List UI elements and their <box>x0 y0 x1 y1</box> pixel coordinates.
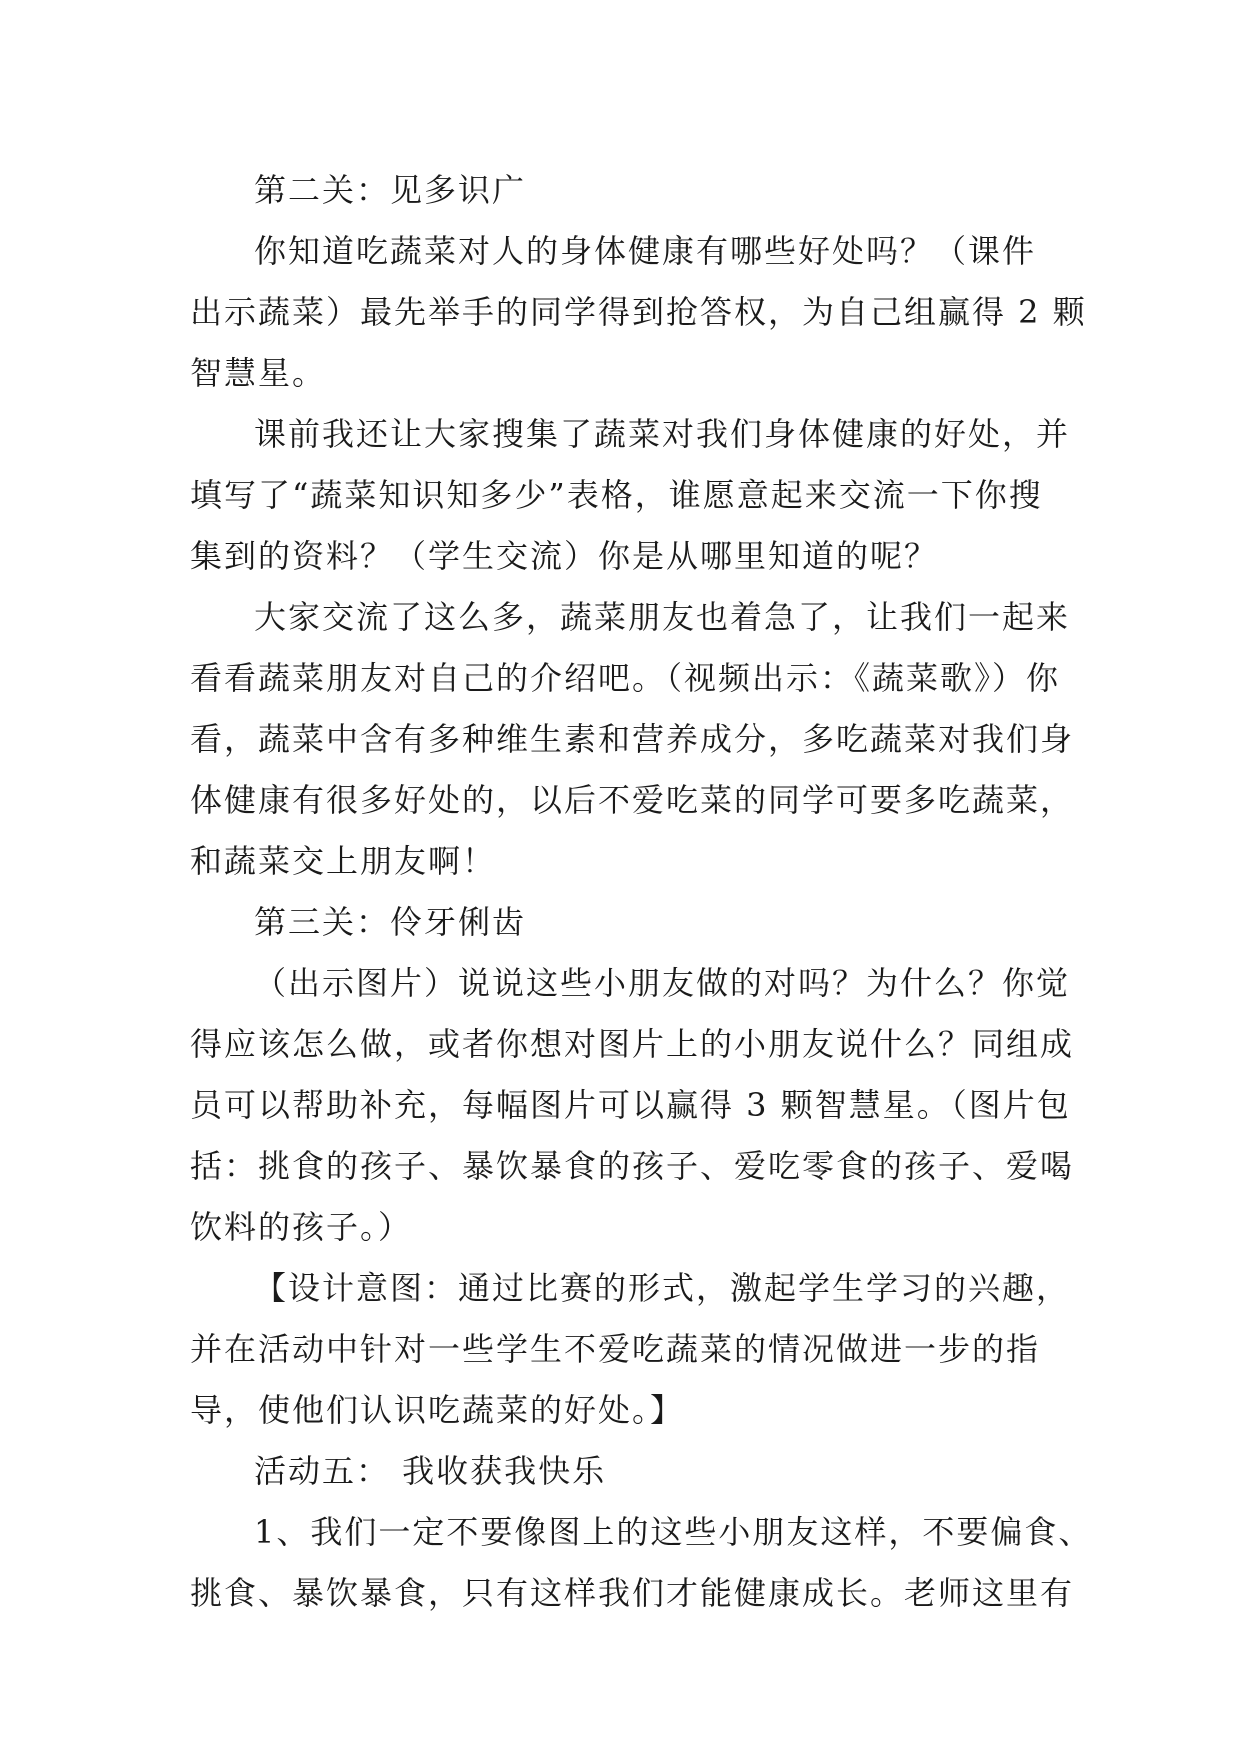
design-intent-line: 【设计意图：通过比赛的形式，激起学生学习的兴趣， <box>254 1269 1071 1307</box>
paragraph-line: 智慧星。 <box>190 354 327 392</box>
paragraph-line: 你知道吃蔬菜对人的身体健康有哪些好处吗？（课件 <box>254 232 1037 270</box>
paragraph-line: 括：挑食的孩子、暴饮暴食的孩子、爱吃零食的孩子、爱喝 <box>190 1147 1075 1185</box>
paragraph-line: 课前我还让大家搜集了蔬菜对我们身体健康的好处，并 <box>254 415 1071 453</box>
paragraph-line: 得应该怎么做，或者你想对图片上的小朋友说什么？同组成 <box>190 1025 1075 1063</box>
paragraph-line: 出示蔬菜）最先举手的同学得到抢答权，为自己组赢得 2 颗 <box>190 293 1087 331</box>
design-intent-line: 并在活动中针对一些学生不爱吃蔬菜的情况做进一步的指 <box>190 1330 1041 1368</box>
paragraph-line: 挑食、暴饮暴食，只有这样我们才能健康成长。老师这里有 <box>190 1574 1075 1612</box>
paragraph-line: 看看蔬菜朋友对自己的介绍吧。（视频出示：《蔬菜歌》）你 <box>190 659 1061 697</box>
paragraph-line: 大家交流了这么多，蔬菜朋友也着急了，让我们一起来 <box>254 598 1071 636</box>
section-heading-level-three: 第三关：伶牙俐齿 <box>254 903 527 941</box>
paragraph-line: 填写了“蔬菜知识知多少”表格，谁愿意起来交流一下你搜 <box>190 476 1043 514</box>
paragraph-line: 员可以帮助补充，每幅图片可以赢得 3 颗智慧星。（图片包 <box>190 1086 1071 1124</box>
paragraph-line: （出示图片）说说这些小朋友做的对吗？为什么？你觉 <box>254 964 1071 1002</box>
paragraph-line: 集到的资料？（学生交流）你是从哪里知道的呢？ <box>190 537 939 575</box>
document-body <box>190 160 1093 1624</box>
activity-heading: 活动五： 我收获我快乐 <box>254 1452 607 1490</box>
paragraph-line: 体健康有很多好处的，以后不爱吃菜的同学可要多吃蔬菜， <box>190 781 1075 819</box>
section-heading-level-two: 第二关：见多识广 <box>254 171 527 209</box>
paragraph-line: 看，蔬菜中含有多种维生素和营养成分，多吃蔬菜对我们身 <box>190 720 1075 758</box>
design-intent-line: 导，使他们认识吃蔬菜的好处。】 <box>190 1391 685 1429</box>
paragraph-line: 1、我们一定不要像图上的这些小朋友这样，不要偏食、 <box>254 1513 1093 1551</box>
paragraph-line: 和蔬菜交上朋友啊！ <box>190 842 497 880</box>
paragraph-line: 饮料的孩子。） <box>190 1208 413 1246</box>
